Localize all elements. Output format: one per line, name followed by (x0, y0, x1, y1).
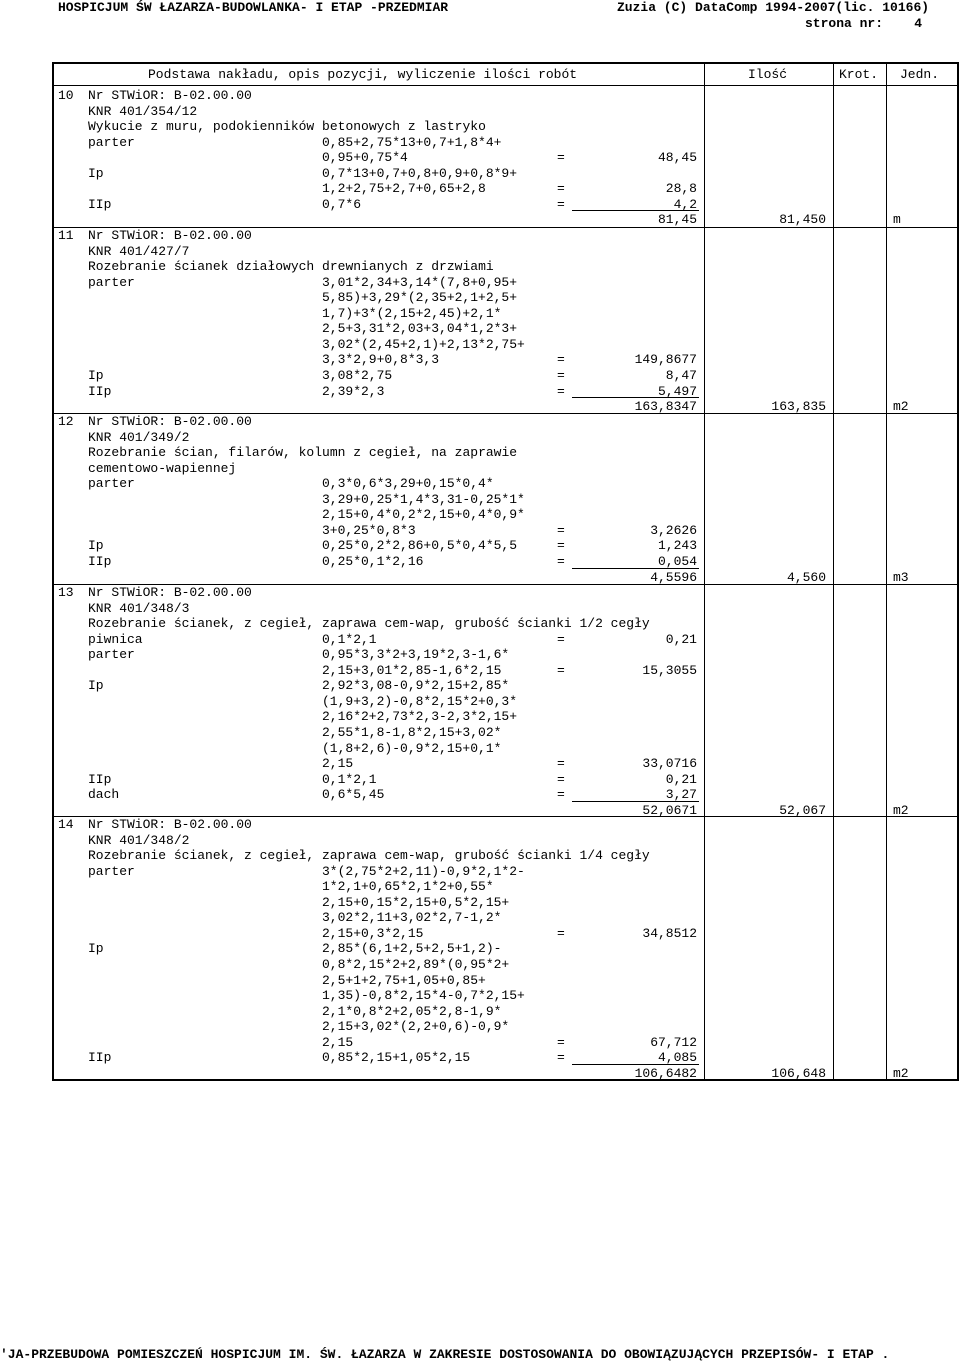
row-formula: 3,08*2,75 (322, 367, 393, 383)
row-formula: 2,15+3,01*2,85-1,6*2,15 (322, 662, 502, 678)
item-code: Nr STWiOR: B-02.00.00 (88, 414, 252, 429)
row-value: 1,243 (657, 538, 697, 554)
row-formula: 0,1*2,1 (322, 631, 377, 647)
page-number: 4 (914, 16, 923, 31)
row-value: 67,712 (650, 1034, 697, 1050)
row-value: 33,0716 (642, 756, 697, 772)
item-code: Nr STWiOR: B-02.00.00 (88, 228, 252, 243)
row-value: 0,054 (657, 553, 697, 569)
item-description: Rozebranie ścianek działowych drewnianych z drzwiami (88, 259, 494, 275)
row-formula: 2,15+0,15*2,15+0,5*2,15+ (322, 894, 510, 910)
item-quantity: 106,648 (771, 1065, 826, 1081)
item-description: Rozebranie ścian, filarów, kolumn z cegieł, na zaprawie (88, 445, 518, 461)
item-sum: 163,8347 (634, 399, 697, 415)
item-unit: m2 (893, 399, 909, 415)
page-label: strona nr: (805, 16, 884, 31)
row-equals: = (557, 631, 565, 647)
item-description: Rozebranie ścianek, z cegieł, zaprawa cem-wap, grubość ścianki 1/2 cegły (88, 616, 650, 632)
column-header-desc: Podstawa nakładu, opis pozycji, wyliczenie ilości robót (148, 67, 578, 82)
item-knr: KNR 401/348/3 (88, 600, 190, 616)
row-equals: = (557, 196, 565, 212)
row-label: parter (88, 274, 135, 290)
row-formula: 0,3*0,6*3,29+0,15*0,4* (322, 476, 494, 492)
row-formula: 2,55*1,8-1,8*2,15+3,02* (322, 724, 502, 740)
row-equals: = (557, 352, 565, 368)
row-equals: = (557, 522, 565, 538)
row-equals: = (557, 787, 565, 803)
column-header-qty: Ilość (748, 67, 788, 82)
row-value: 3,2626 (650, 522, 697, 538)
row-formula: 2,15+0,4*0,2*2,15+0,4*0,9* (322, 507, 525, 523)
row-equals: = (557, 383, 565, 399)
item-knr: KNR 401/348/2 (88, 832, 190, 848)
item-sum: 81,45 (657, 212, 697, 228)
row-formula: 2,5+1+2,75+1,05+0,85+ (322, 972, 486, 988)
row-label: dach (88, 787, 120, 803)
row-formula: 0,1*2,1 (322, 771, 377, 787)
row-formula: 3,3*2,9+0,8*3,3 (322, 352, 440, 368)
item-knr: KNR 401/354/12 (88, 103, 198, 119)
row-formula: 0,7*13+0,7+0,8+0,9+0,8*9+ (322, 165, 518, 181)
row-formula: 0,7*6 (322, 196, 362, 212)
row-value: 34,8512 (642, 925, 697, 941)
item-unit: m3 (893, 569, 909, 585)
row-label: Ip (88, 678, 104, 694)
row-formula: 1*2,1+0,65*2,1*2+0,55* (322, 879, 494, 895)
row-formula: 3,02*(2,45+2,1)+2,13*2,75+ (322, 336, 525, 352)
item-code: Nr STWiOR: B-02.00.00 (88, 817, 252, 832)
row-equals: = (557, 1050, 565, 1066)
program-info: Zuzia (C) DataComp 1994-2007(lic. 10166) (617, 0, 930, 15)
row-formula: 2,5+3,31*2,03+3,04*1,2*3+ (322, 321, 518, 337)
row-equals: = (557, 367, 565, 383)
row-value: 4,085 (657, 1050, 697, 1066)
row-value: 0,21 (665, 771, 697, 787)
item-knr: KNR 401/427/7 (88, 243, 190, 259)
row-formula: 0,95+0,75*4 (322, 150, 408, 166)
row-formula: 0,85*2,15+1,05*2,15 (322, 1050, 471, 1066)
subtotal-underline (572, 568, 699, 569)
row-formula: 1,35)-0,8*2,15*4-0,7*2,15+ (322, 988, 525, 1004)
row-label: parter (88, 647, 135, 663)
row-value: 8,47 (665, 367, 697, 383)
row-label: IIp (88, 771, 112, 787)
row-label: IIp (88, 1050, 112, 1066)
item-description: cementowo-wapiennej (88, 460, 237, 476)
row-value: 28,8 (665, 181, 697, 197)
column-divider-krot (833, 62, 834, 1081)
row-formula: 2,39*2,3 (322, 383, 385, 399)
row-formula: 5,85)+3,29*(2,35+2,1+2,5+ (322, 290, 518, 306)
subtotal-underline (572, 1064, 699, 1065)
row-formula: 3*(2,75*2+2,11)-0,9*2,1*2- (322, 863, 525, 879)
subtotal-underline (572, 801, 699, 802)
item-quantity: 81,450 (779, 212, 826, 228)
item-number: 12 (58, 414, 74, 429)
row-label: Ip (88, 941, 104, 957)
item-code: Nr STWiOR: B-02.00.00 (88, 585, 252, 600)
column-header-krot: Krot. (839, 67, 879, 82)
row-formula: (1,8+2,6)-0,9*2,15+0,1* (322, 740, 502, 756)
row-value: 149,8677 (634, 352, 697, 368)
row-formula: 2,85*(6,1+2,5+2,5+1,2)- (322, 941, 502, 957)
document-title: HOSPICJUM ŚW ŁAZARZA-BUDOWLANKA- I ETAP -PRZEDMIAR (58, 0, 449, 15)
row-value: 3,27 (665, 787, 697, 803)
row-equals: = (557, 1034, 565, 1050)
item-unit: m (893, 212, 901, 228)
row-equals: = (557, 553, 565, 569)
subtotal-underline (572, 210, 699, 211)
item-number: 14 (58, 817, 74, 832)
item-quantity: 4,560 (786, 569, 826, 585)
row-equals: = (557, 756, 565, 772)
row-label: piwnica (88, 631, 143, 647)
item-number: 10 (58, 88, 74, 103)
row-formula: 3,02*2,11+3,02*2,7-1,2* (322, 910, 502, 926)
page-footer: 'JA-PRZEBUDOWA POMIESZCZEŃ HOSPICJUM IM. ŚW. ŁAZARZA W ZAKRESIE DOSTOSOWANIA DO OBOWIĄZUJĄCYCH PRZEPISÓW- I ETAP . (0, 1347, 890, 1362)
item-quantity: 52,067 (779, 802, 826, 818)
row-formula: 2,15+3,02*(2,2+0,6)-0,9* (322, 1019, 510, 1035)
row-equals: = (557, 662, 565, 678)
row-formula: 3+0,25*0,8*3 (322, 522, 416, 538)
item-unit: m2 (893, 802, 909, 818)
row-label: IIp (88, 553, 112, 569)
row-value: 4,2 (673, 196, 697, 212)
column-header-unit: Jedn. (900, 67, 940, 82)
item-description: Rozebranie ścianek, z cegieł, zaprawa cem-wap, grubość ścianki 1/4 cegły (88, 848, 650, 864)
row-formula: 2,15 (322, 1034, 354, 1050)
row-formula: 0,6*5,45 (322, 787, 385, 803)
item-number: 13 (58, 585, 74, 600)
item-knr: KNR 401/349/2 (88, 429, 190, 445)
row-equals: = (557, 925, 565, 941)
row-formula: 3,29+0,25*1,4*3,31-0,25*1* (322, 491, 525, 507)
row-formula: 0,25*0,2*2,86+0,5*0,4*5,5 (322, 538, 518, 554)
row-formula: 2,1*0,8*2+2,05*2,8-1,9* (322, 1003, 502, 1019)
row-label: Ip (88, 165, 104, 181)
row-formula: 2,92*3,08-0,9*2,15+2,85* (322, 678, 510, 694)
row-formula: 2,15+0,3*2,15 (322, 925, 424, 941)
row-formula: 1,2+2,75+2,7+0,65+2,8 (322, 181, 486, 197)
row-value: 5,497 (657, 383, 697, 399)
item-sum: 106,6482 (634, 1065, 697, 1081)
row-label: parter (88, 476, 135, 492)
row-label: parter (88, 134, 135, 150)
row-formula: 2,15 (322, 756, 354, 772)
row-equals: = (557, 771, 565, 787)
row-formula: 3,01*2,34+3,14*(7,8+0,95+ (322, 274, 518, 290)
row-formula: 1,7)+3*(2,15+2,45)+2,1* (322, 305, 502, 321)
row-formula: (1,9+3,2)-0,8*2,15*2+0,3* (322, 693, 518, 709)
row-label: IIp (88, 383, 112, 399)
row-equals: = (557, 538, 565, 554)
column-divider-qty (704, 62, 705, 1081)
row-formula: 0,95*3,3*2+3,19*2,3-1,6* (322, 647, 510, 663)
item-quantity: 163,835 (771, 399, 826, 415)
item-sum: 52,0671 (642, 802, 697, 818)
row-value: 15,3055 (642, 662, 697, 678)
row-value: 48,45 (657, 150, 697, 166)
row-formula: 0,85+2,75*13+0,7+1,8*4+ (322, 134, 502, 150)
row-value: 0,21 (665, 631, 697, 647)
row-label: IIp (88, 196, 112, 212)
row-label: parter (88, 863, 135, 879)
row-formula: 0,25*0,1*2,16 (322, 553, 424, 569)
item-unit: m2 (893, 1065, 909, 1081)
row-label: Ip (88, 538, 104, 554)
row-equals: = (557, 150, 565, 166)
page-number-label (805, 16, 922, 32)
header-divider (52, 85, 959, 86)
row-formula: 0,8*2,15*2+2,89*(0,95*2+ (322, 956, 510, 972)
column-divider-unit (886, 62, 887, 1081)
row-formula: 2,16*2+2,73*2,3-2,3*2,15+ (322, 709, 518, 725)
subtotal-underline (572, 397, 699, 398)
item-code: Nr STWiOR: B-02.00.00 (88, 88, 252, 103)
row-label: Ip (88, 367, 104, 383)
item-description: Wykucie z muru, podokienników betonowych z lastryko (88, 119, 486, 135)
item-sum: 4,5596 (650, 569, 697, 585)
row-equals: = (557, 181, 565, 197)
item-number: 11 (58, 228, 74, 243)
